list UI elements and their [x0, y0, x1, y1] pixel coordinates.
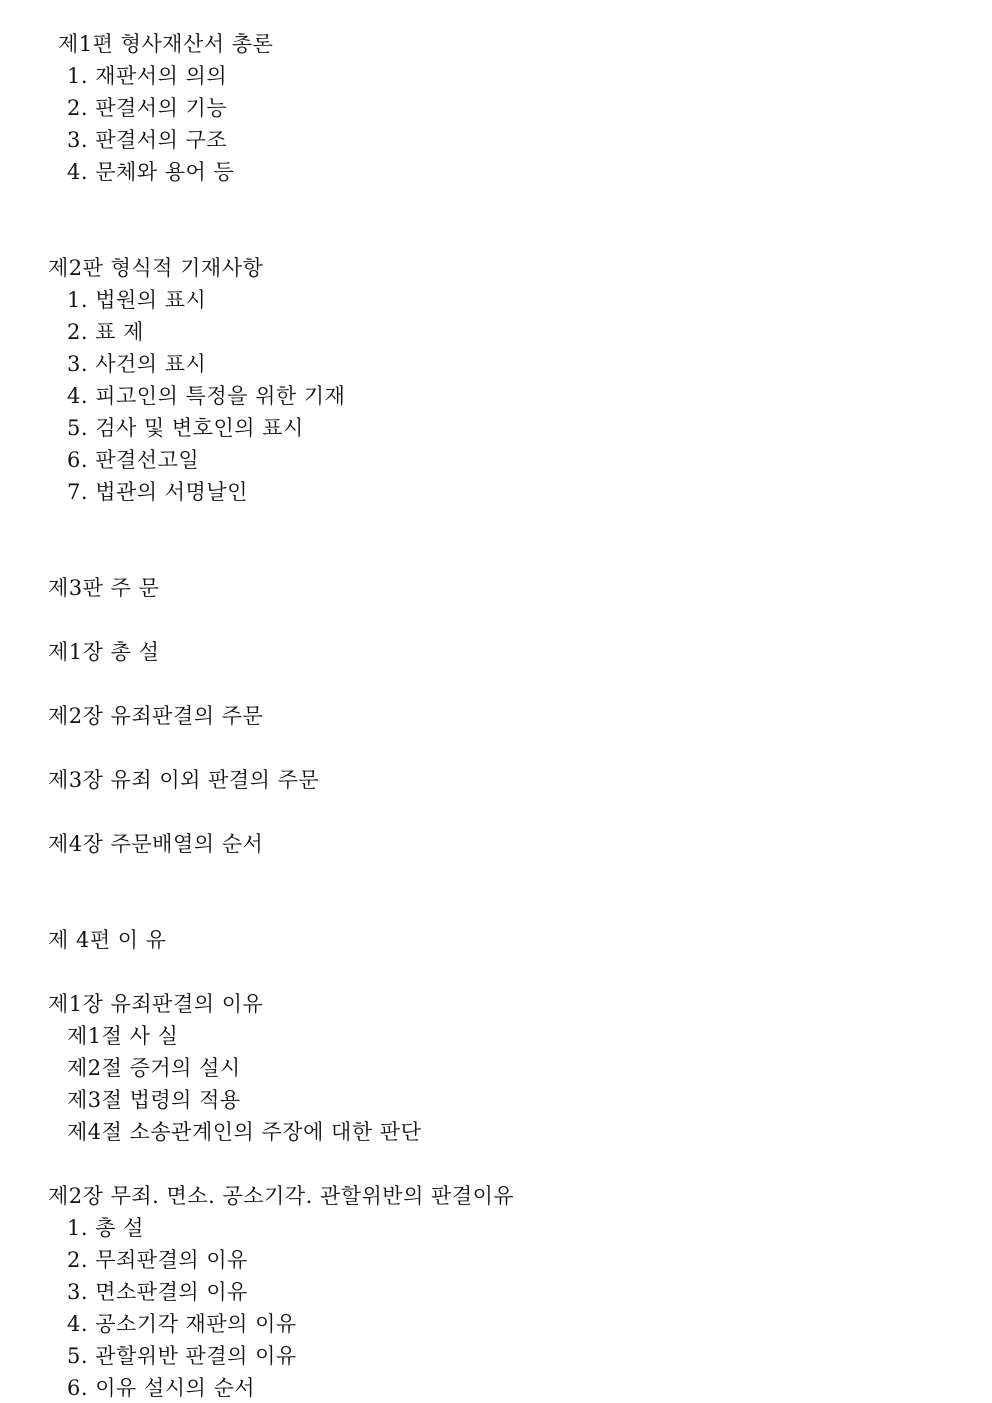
part-1-item-2: 2. 판결서의 기능 [67, 96, 228, 120]
part-4-chapter-1-section-4: 제4절 소송관계인의 주장에 대한 판단 [67, 1120, 422, 1144]
part-4-chapter-1-section-3: 제3절 법령의 적용 [67, 1088, 241, 1112]
part-2-item-4: 4. 피고인의 특정을 위한 기재 [67, 384, 346, 408]
part-3-chapter-1: 제1장 총 설 [48, 640, 160, 664]
part-2-heading: 제2판 형식적 기재사항 [48, 256, 264, 280]
part-3-chapter-2: 제2장 유죄판결의 주문 [48, 704, 264, 728]
part-2-item-5: 5. 검사 및 변호인의 표시 [67, 416, 304, 440]
part-4-chapter-1-section-1: 제1절 사 실 [67, 1024, 179, 1048]
part-1-item-1: 1. 재판서의 의의 [67, 64, 228, 88]
part-4-chapter-1: 제1장 유죄판결의 이유 [48, 992, 264, 1016]
part-3-chapter-3: 제3장 유죄 이외 판결의 주문 [48, 768, 320, 792]
part-4-chapter-2-item-1: 1. 총 설 [67, 1216, 144, 1240]
part-2-item-6: 6. 판결선고일 [67, 448, 200, 472]
part-4-chapter-2-item-5: 5. 관할위반 판결의 이유 [67, 1344, 297, 1368]
part-4-chapter-1-section-2: 제2절 증거의 설시 [67, 1056, 241, 1080]
part-1-heading: 제1편 형사재산서 총론 [58, 32, 274, 56]
part-4-chapter-2-item-4: 4. 공소기각 재판의 이유 [67, 1312, 297, 1336]
part-1-item-3: 3. 판결서의 구조 [67, 128, 228, 152]
part-3-heading: 제3판 주 문 [48, 576, 160, 600]
part-2-item-3: 3. 사건의 표시 [67, 352, 207, 376]
part-4-chapter-2-item-2: 2. 무죄판결의 이유 [67, 1248, 248, 1272]
part-2-item-2: 2. 표 제 [67, 320, 144, 344]
part-4-chapter-2: 제2장 무죄. 면소. 공소기각. 관할위반의 판결이유 [48, 1184, 515, 1208]
part-4-heading: 제 4편 이 유 [48, 928, 167, 952]
part-4-chapter-2-item-3: 3. 면소판결의 이유 [67, 1280, 248, 1304]
part-2-item-7: 7. 법관의 서명날인 [67, 480, 248, 504]
part-3-chapter-4: 제4장 주문배열의 순서 [48, 832, 264, 856]
part-2-item-1: 1. 법원의 표시 [67, 288, 207, 312]
part-4-chapter-2-item-6: 6. 이유 설시의 순서 [67, 1376, 256, 1400]
part-1-item-4: 4. 문체와 용어 등 [67, 160, 235, 184]
